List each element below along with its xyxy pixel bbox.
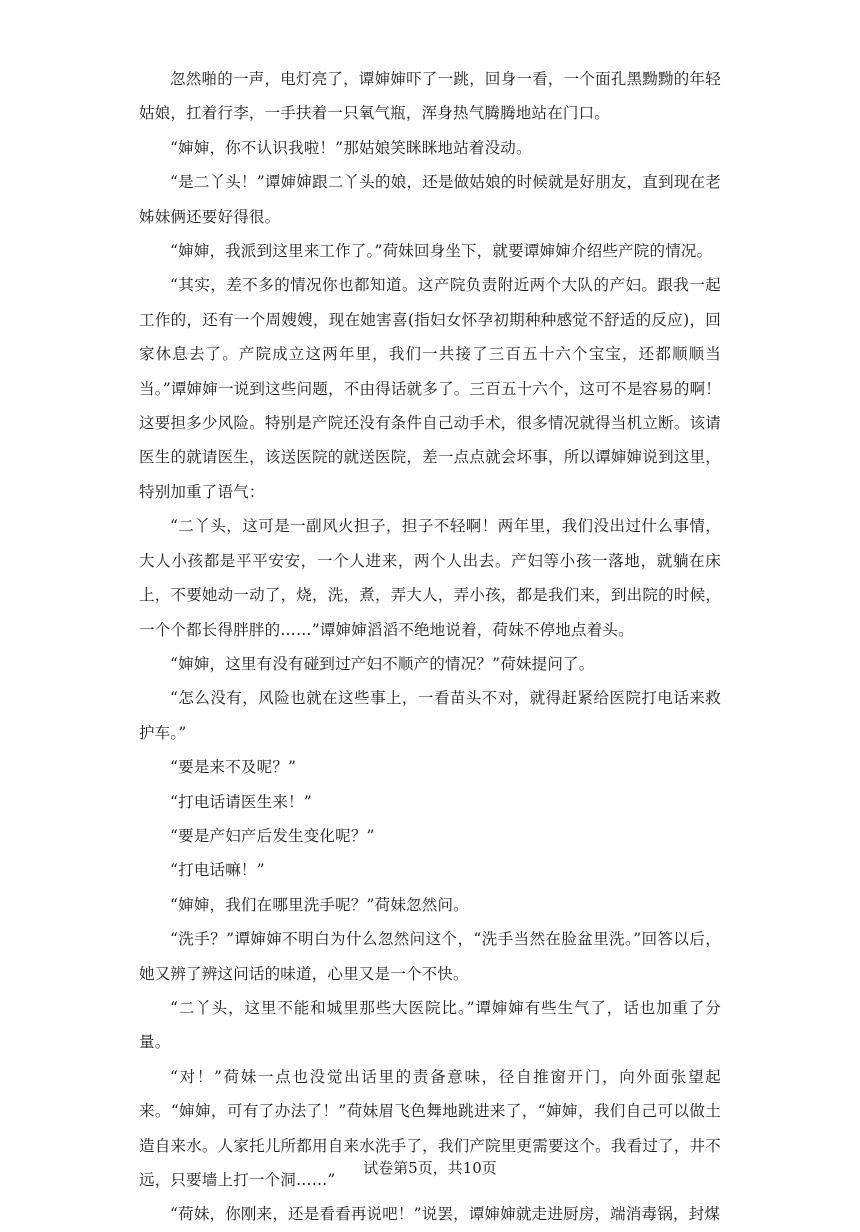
paragraph: “是二丫头！”谭婶婶跟二丫头的娘，还是做姑娘的时候就是好朋友，直到现在老姊妹俩还要好得很。 xyxy=(139,173,721,226)
paragraph: “要是产妇产后发生变化呢？” xyxy=(170,826,375,845)
paragraph: “婶婶，我们在哪里洗手呢？”荷妹忽然问。 xyxy=(170,895,469,914)
reading-passage xyxy=(139,62,721,1232)
paragraph: “婶婶，你不认识我啦！”那姑娘笑眯眯地站着没动。 xyxy=(170,138,532,157)
paragraph: “洗手？”谭婶婶不明白为什么忽然问这个，“洗手当然在脸盆里洗。”回答以后，她又辨了辨这问话的味道，心里又是一个不快。 xyxy=(139,930,721,983)
paragraph: “要是来不及呢？” xyxy=(170,758,297,777)
paragraph: “其实，差不多的情况你也都知道。这产院负责附近两个大队的产妇。跟我一起工作的，还有一个周嫂嫂，现在她害喜(指妇女怀孕初期种种感觉不舒适的反应)，回家休息去了。产院成立这两年里，我们一共接了三百五十六个宝宝，还都顺顺当当。”谭婶婶一说到这些问题，不由得话就多了。三百五十六个，这可不是容易的啊！这要担多少风险。特别是产院还没有条件自己动手术，很多情况就得当机立断。该请医生的就请医生，该送医院的就送医院，差一点点就会坏事，所以谭婶婶说到这里，特别加重了语气： xyxy=(139,276,721,501)
page-footer: 试卷第5页，共10页 xyxy=(363,1159,497,1177)
paragraph: “二丫头，这可是一副风火担子，担子不轻啊！两年里，我们没出过什么事情，大人小孩都是平平安安，一个人进来，两个人出去。产妇等小孩一落地，就躺在床上，不要她动一动了，烧，洗，煮，弄大人，弄小孩，都是我们来，到出院的时候，一个个都长得胖胖的……”谭婶婶滔滔不绝地说着，荷妹不停地点着头。 xyxy=(139,517,721,639)
paragraph: “婶婶，这里有没有碰到过产妇不顺产的情况？”荷妹提问了。 xyxy=(170,654,595,673)
paragraph: “荷妹，你刚来，还是看看再说吧！”说罢，谭婶婶就走进厨房，端消毒锅，封煤 xyxy=(170,1205,721,1224)
paragraph: “打电话嘛！” xyxy=(170,861,265,880)
paragraph: “二丫头，这里不能和城里那些大医院比。”谭婶婶有些生气了，话也加重了分量。 xyxy=(139,998,721,1052)
paragraph: “婶婶，我派到这里来工作了。”荷妹回身坐下，就要谭婶婶介绍些产院的情况。 xyxy=(170,242,713,261)
paragraph: 忽然啪的一声，电灯亮了，谭婶婶吓了一跳，回身一看，一个面孔黑黝黝的年轻姑娘，扛着行李，一手扶着一只氧气瓶，浑身热气腾腾地站在门口。 xyxy=(139,70,721,123)
paragraph: “打电话请医生来！” xyxy=(170,792,312,811)
paragraph: “对！”荷妹一点也没觉出话里的责备意味，径自推窗开门，向外面张望起来。“婶婶，可有了办法了！”荷妹眉飞色舞地跳进来了，“婶婶，我们自己可以做土造自来水。人家托儿所都用自来水洗手了，我们产院里更需要这个。我看过了，井不远，只要墙上打一个洞……” xyxy=(139,1067,721,1189)
paragraph: “怎么没有，风险也就在这些事上，一看苗头不对，就得赶紧给医院打电话来救护车。” xyxy=(139,689,721,742)
